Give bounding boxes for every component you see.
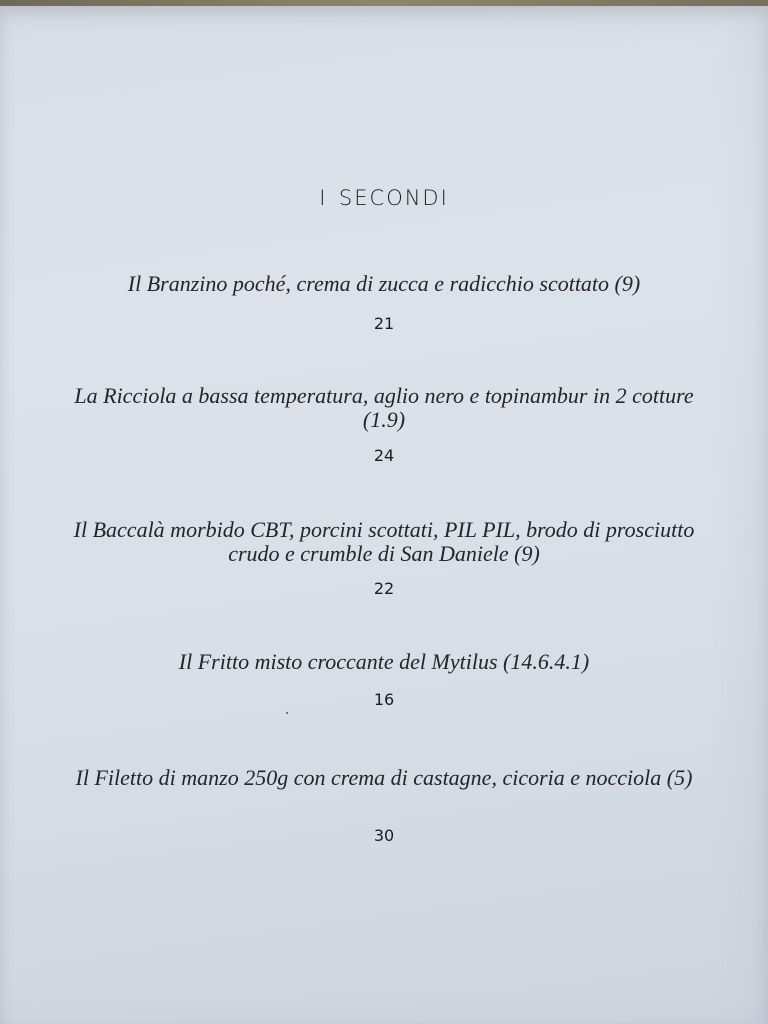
dish-price-baccala: 22 — [373, 579, 395, 598]
dish-name-baccala: Il Baccalà morbido CBT, porcini scottati, PIL PIL, brodo di prosciutto crudo e crumble di San Daniele (9) — [73, 517, 695, 566]
dish-name-branzino: Il Branzino poché, crema di zucca e radicchio scottato (9) — [127, 271, 641, 296]
dish-price-branzino: 21 — [373, 314, 395, 333]
dish-price-fritto-misto: 16 — [373, 690, 395, 709]
dish-price-ricciola: 24 — [373, 446, 395, 465]
paper-speck — [286, 712, 288, 714]
dish-price-filetto: 30 — [373, 826, 395, 845]
section-title: i secondi — [319, 178, 449, 213]
dish-name-ricciola: La Ricciola a bassa temperatura, aglio nero e topinambur in 2 cotture (1.9) — [74, 383, 694, 432]
dish-name-filetto: Il Filetto di manzo 250g con crema di castagne, cicoria e nocciola (5) — [75, 765, 693, 790]
dish-name-fritto-misto: Il Fritto misto croccante del Mytilus (14.6.4.1) — [178, 649, 590, 674]
table-edge — [0, 0, 768, 6]
paper-shading — [0, 6, 768, 1024]
